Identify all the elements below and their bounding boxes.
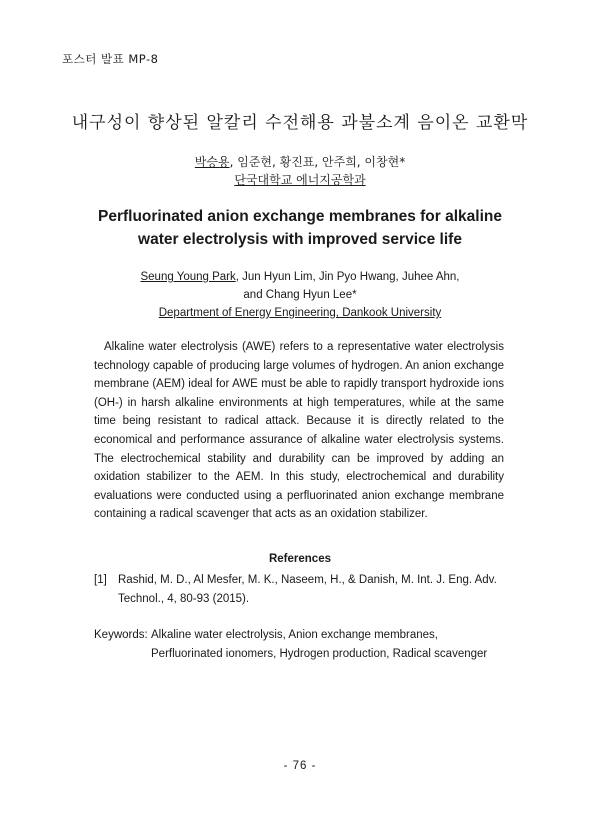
english-affiliation: Department of Energy Engineering, Dankook University: [158, 307, 442, 319]
korean-affiliation: 단국대학교 에너지공학과: [234, 173, 366, 187]
english-first-author: Seung Young Park: [140, 271, 236, 283]
english-author-block: [0, 268, 600, 322]
korean-other-authors: , 임준현, 황진표, 안주희, 이창현*: [229, 155, 406, 169]
keywords-text: Alkaline water electrolysis, Anion exchange membranes, Perfluorinated ionomers, Hydrogen production, Radical scavenger: [151, 629, 488, 660]
english-authors-line2: and Chang Hyun Lee*: [243, 289, 357, 301]
english-title-line2: water electrolysis with improved service life: [138, 231, 462, 248]
abstract-paragraph: Alkaline water electrolysis (AWE) refers to a representative water electrolysis technology capable of producing large volumes of hydrogen. An anion exchange membrane (AEM) ideal for AWE must be able to rapidly transport hydroxide ions (OH-) in harsh alkaline environments at high temperatures, while at the same time being resistant to radical attack. Because it is directly related to the economical and performance assurance of alkaline water electrolysis systems. The electrochemical stability and durability can be improved by adding an oxidation stabilizer to the AEM. In this study, electrochemical and durability evaluations were conducted using a perfluorinated anion exchange membrane containing a radical scavenger that acts as an oxidation stabilizer.: [94, 341, 504, 521]
keywords-block: [94, 626, 506, 663]
english-title-line1: Perfluorinated anion exchange membranes for alkaline: [98, 208, 502, 225]
reference-number: [1]: [94, 574, 107, 586]
reference-text: Rashid, M. D., Al Mesfer, M. K., Naseem, H., & Danish, M. Int. J. Eng. Adv. Technol., 4, 80-93 (2015).: [118, 574, 497, 605]
keywords-label: Keywords:: [94, 629, 148, 641]
korean-authors: [0, 153, 600, 171]
korean-first-author: 박승용: [194, 155, 230, 169]
korean-title: 내구성이 향상된 알칼리 수전해용 과불소계 음이온 교환막: [71, 113, 529, 133]
korean-author-block: [0, 153, 600, 189]
page-number: - 76 -: [283, 760, 317, 772]
session-label: 포스터 발표 MP-8: [62, 52, 159, 66]
english-title: [0, 205, 600, 251]
references-heading: References: [268, 553, 331, 565]
english-authors-line1: [0, 268, 600, 286]
reference-item: [94, 571, 506, 608]
english-other-authors-line1: , Jun Hyun Lim, Jin Pyo Hwang, Juhee Ahn,: [235, 271, 460, 283]
